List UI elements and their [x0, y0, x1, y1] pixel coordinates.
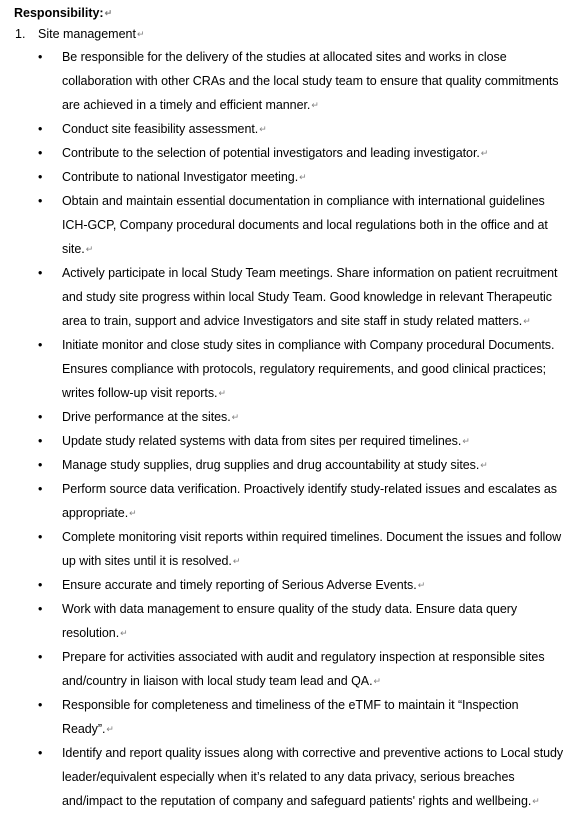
bullet-icon: •	[38, 170, 43, 184]
list-item-text: Initiate monitor and close study sites in compliance with Company procedural Documents. Ensures compliance with protocols, regulatory requirements, and good clinical practices; writes follow-up visit reports.	[62, 338, 555, 400]
section-number: 1.	[15, 27, 26, 41]
bullet-icon: •	[38, 698, 43, 712]
list-item-text: Manage study supplies, drug supplies and drug accountability at study sites.	[62, 458, 480, 472]
list-item-text: Be responsible for the delivery of the studies at allocated sites and works in close collaboration with other CRAs and the local study team to ensure that quality commitments are achieved in a timely and efficient manner.	[62, 50, 559, 112]
bullet-icon: •	[38, 50, 43, 64]
paragraph-mark-icon: ↵	[311, 100, 319, 110]
paragraph-mark-icon: ↵	[232, 556, 241, 566]
bullet-icon: •	[38, 338, 43, 352]
list-item-text: Drive performance at the sites.	[62, 410, 231, 424]
paragraph-mark-icon: ↵	[373, 676, 382, 686]
list-item	[0, 117, 585, 141]
list-item	[0, 741, 585, 813]
paragraph-mark-icon: ↵	[231, 412, 240, 422]
list-item-text: Responsible for completeness and timeliness of the eTMF to maintain it “Inspection Ready”.	[62, 698, 519, 736]
list-item-text: Identify and report quality issues along with corrective and preventive actions to Local study leader/equivalent especially when it’s related to any data privacy, serious breaches and/impact to the reputation of company and safeguard patients' rights and wellbeing.	[62, 746, 564, 808]
bullet-icon: •	[38, 194, 43, 208]
bullet-icon: •	[38, 122, 43, 136]
bullet-icon: •	[38, 458, 43, 472]
paragraph-mark-icon: ↵	[523, 316, 531, 326]
paragraph-mark-icon: ↵	[85, 244, 94, 254]
paragraph-mark-icon: ↵	[532, 796, 540, 806]
list-item	[0, 597, 585, 645]
section-title-text: Site management	[38, 27, 136, 41]
list-item	[0, 333, 585, 405]
paragraph-mark-icon: ↵	[104, 8, 113, 18]
paragraph-mark-icon: ↵	[218, 388, 226, 398]
list-item-text: Ensure accurate and timely reporting of Serious Adverse Events.	[62, 578, 417, 592]
paragraph-mark-icon: ↵	[106, 724, 114, 734]
list-item	[0, 165, 585, 189]
list-item-text: Work with data management to ensure quality of the study data. Ensure data query resolution.	[62, 602, 518, 640]
paragraph-mark-icon: ↵	[259, 124, 267, 134]
bullet-icon: •	[38, 650, 43, 664]
paragraph-mark-icon: ↵	[480, 148, 489, 158]
paragraph-mark-icon: ↵	[120, 628, 128, 638]
bullet-icon: •	[38, 746, 43, 760]
list-item-text: Update study related systems with data from sites per required timelines.	[62, 434, 462, 448]
bullet-icon: •	[38, 482, 43, 496]
list-item	[0, 525, 585, 573]
list-item	[0, 429, 585, 453]
bullet-icon: •	[38, 410, 43, 424]
list-item-text: Contribute to the selection of potential investigators and leading investigator.	[62, 146, 480, 160]
paragraph-mark-icon: ↵	[136, 29, 145, 39]
paragraph-mark-icon: ↵	[480, 460, 488, 470]
bullet-icon: •	[38, 266, 43, 280]
paragraph-mark-icon: ↵	[417, 580, 426, 590]
list-item	[0, 477, 585, 525]
list-item	[0, 261, 585, 333]
list-item-text: Contribute to national Investigator meeting.	[62, 170, 299, 184]
list-item	[0, 453, 585, 477]
bullet-icon: •	[38, 146, 43, 160]
list-item-text: Obtain and maintain essential documentation in compliance with international guidelines ICH-GCP, Company procedural documents and local regulations both in the office and at site.	[62, 194, 548, 256]
bullet-icon: •	[38, 602, 43, 616]
heading	[14, 4, 112, 22]
paragraph-mark-icon: ↵	[462, 436, 470, 446]
list-item	[0, 189, 585, 261]
list-item	[0, 45, 585, 117]
list-item	[0, 141, 585, 165]
heading-text: Responsibility:	[14, 6, 104, 20]
responsibility-list	[0, 45, 585, 813]
paragraph-mark-icon: ↵	[299, 172, 307, 182]
bullet-icon: •	[38, 578, 43, 592]
bullet-icon: •	[38, 530, 43, 544]
section-title	[38, 27, 145, 41]
paragraph-mark-icon: ↵	[129, 508, 137, 518]
list-item	[0, 693, 585, 741]
list-item-text: Conduct site feasibility assessment.	[62, 122, 259, 136]
list-item-text: Perform source data verification. Proactively identify study-related issues and escalates as appropriate.	[62, 482, 557, 520]
list-item-text: Actively participate in local Study Team meetings. Share information on patient recruitment and study site progress within local Study Team. Good knowledge in relevant Therapeutic area to train, support and advice Investigators and site staff in study related matters.	[62, 266, 558, 328]
list-item	[0, 645, 585, 693]
bullet-icon: •	[38, 434, 43, 448]
list-item-text: Complete monitoring visit reports within required timelines. Document the issues and follow up with sites until it is resolved.	[62, 530, 562, 568]
list-item	[0, 573, 585, 597]
list-item-text: Prepare for activities associated with audit and regulatory inspection at responsible sites and/country in liaison with local study team lead and QA.	[62, 650, 545, 688]
list-item	[0, 405, 585, 429]
